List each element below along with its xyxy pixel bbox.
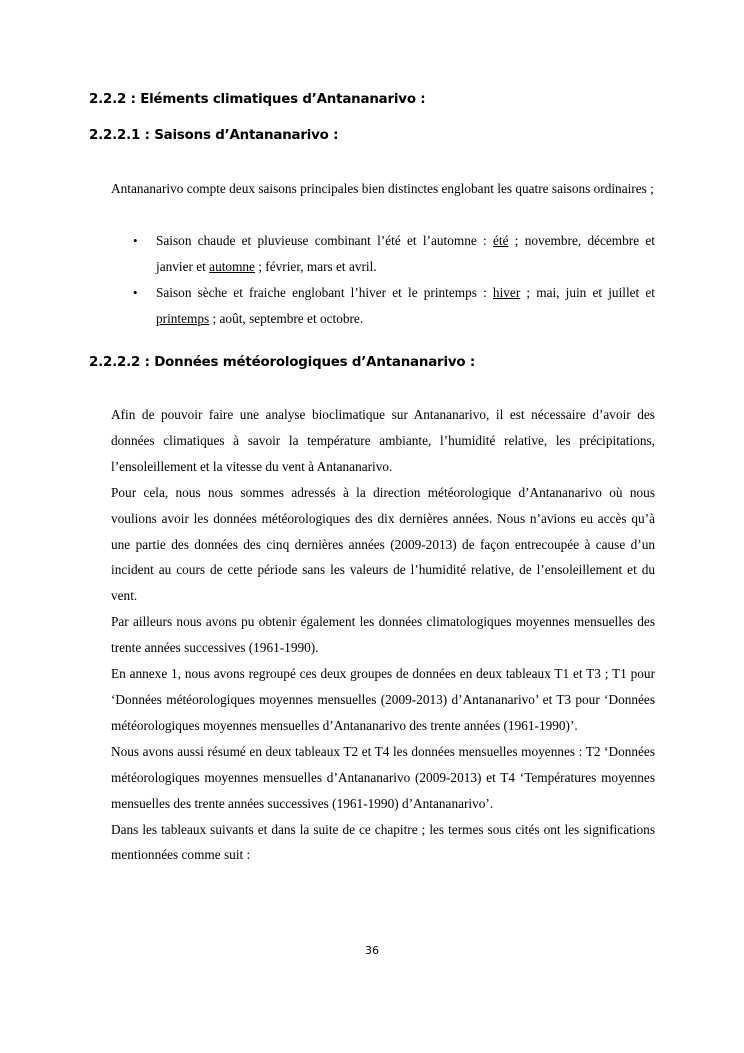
bullet-icon: • <box>133 284 138 300</box>
bullet-text: ; août, septembre et octobre. <box>209 310 364 326</box>
section-heading-seasons: 2.2.2.1 : Saisons d’Antananarivo : <box>89 128 339 143</box>
bullet-icon: • <box>133 233 138 248</box>
paragraph: Pour cela, nous nous sommes adressés à la direction météorologique d’Antananarivo où nous voulions avoir les données météorologiques des dix dernières années. Nous n’avions eu accès qu’à une partie des données des cinq dernières années (2009-2013) de façon entrecoupée à cause d’un incident au cours de cette période sans les valeurs de l’humidité relative, de l’ensoleillement et du vent. <box>111 484 655 604</box>
seasons-intro-text: Antananarivo compte deux saisons principales bien distinctes englobant les quatre saisons ordinaires ; <box>111 181 654 196</box>
bullet-text: ; novembre, décembre et janvier et <box>156 233 655 274</box>
underlined-term: hiver <box>492 284 521 300</box>
section-heading-weather-data: 2.2.2.2 : Données météorologiques d’Antananarivo : <box>89 355 475 370</box>
paragraph: Afin de pouvoir faire une analyse bioclimatique sur Antananarivo, il est nécessaire d’avoir des données climatiques à savoir la température ambiante, l’humidité relative, les précipitations, l’ensoleillement et la vitesse du vent à Antananarivo. <box>111 407 655 474</box>
bullet-text: Saison sèche et fraiche englobant l’hiver et le printemps : <box>156 284 493 300</box>
bullet-item-hot-season <box>133 228 655 280</box>
paragraph: Dans les tableaux suivants et dans la suite de ce chapitre ; les termes sous cités ont les significations mentionnées comme suit : <box>111 821 655 863</box>
section-heading-climate: 2.2.2 : Eléments climatiques d’Antananarivo : <box>89 92 426 107</box>
bullet-text: ; février, mars et avril. <box>254 258 377 274</box>
bullet-text: Saison chaude et pluvieuse combinant l’été et l’automne : <box>156 233 493 248</box>
paragraph: Par ailleurs nous avons pu obtenir également les données climatologiques moyennes mensuelles des trente années successives (1961-1990). <box>111 614 655 656</box>
page-number: 36 <box>365 944 379 957</box>
bullet-text: ; mai, juin et juillet et <box>520 284 655 300</box>
paragraph: En annexe 1, nous avons regroupé ces deux groupes de données en deux tableaux T1 et T3 ; T1 pour ‘Données météorologiques moyennes mensuelles (2009-2013) d’Antananarivo’ et T3 pour ‘Données météorologiques moyennes mensuelles d’Antananarivo des trente années (1961-1990)’. <box>111 666 655 733</box>
underlined-term: automne <box>209 258 255 274</box>
weather-data-body <box>111 402 655 868</box>
bullet-item-dry-season <box>133 280 655 332</box>
underlined-term: printemps <box>156 310 210 326</box>
seasons-bullet-list <box>133 228 655 332</box>
seasons-intro-paragraph <box>111 176 655 202</box>
underlined-term: été <box>492 233 509 248</box>
paragraph: Nous avons aussi résumé en deux tableaux T2 et T4 les données mensuelles moyennes : T2 ‘Données météorologiques moyennes mensuelles d’Antananarivo (2009-2013) et T4 ‘Températures moyennes mensuelles des trente années successives (1961-1990) d’Antananarivo’. <box>111 743 655 811</box>
